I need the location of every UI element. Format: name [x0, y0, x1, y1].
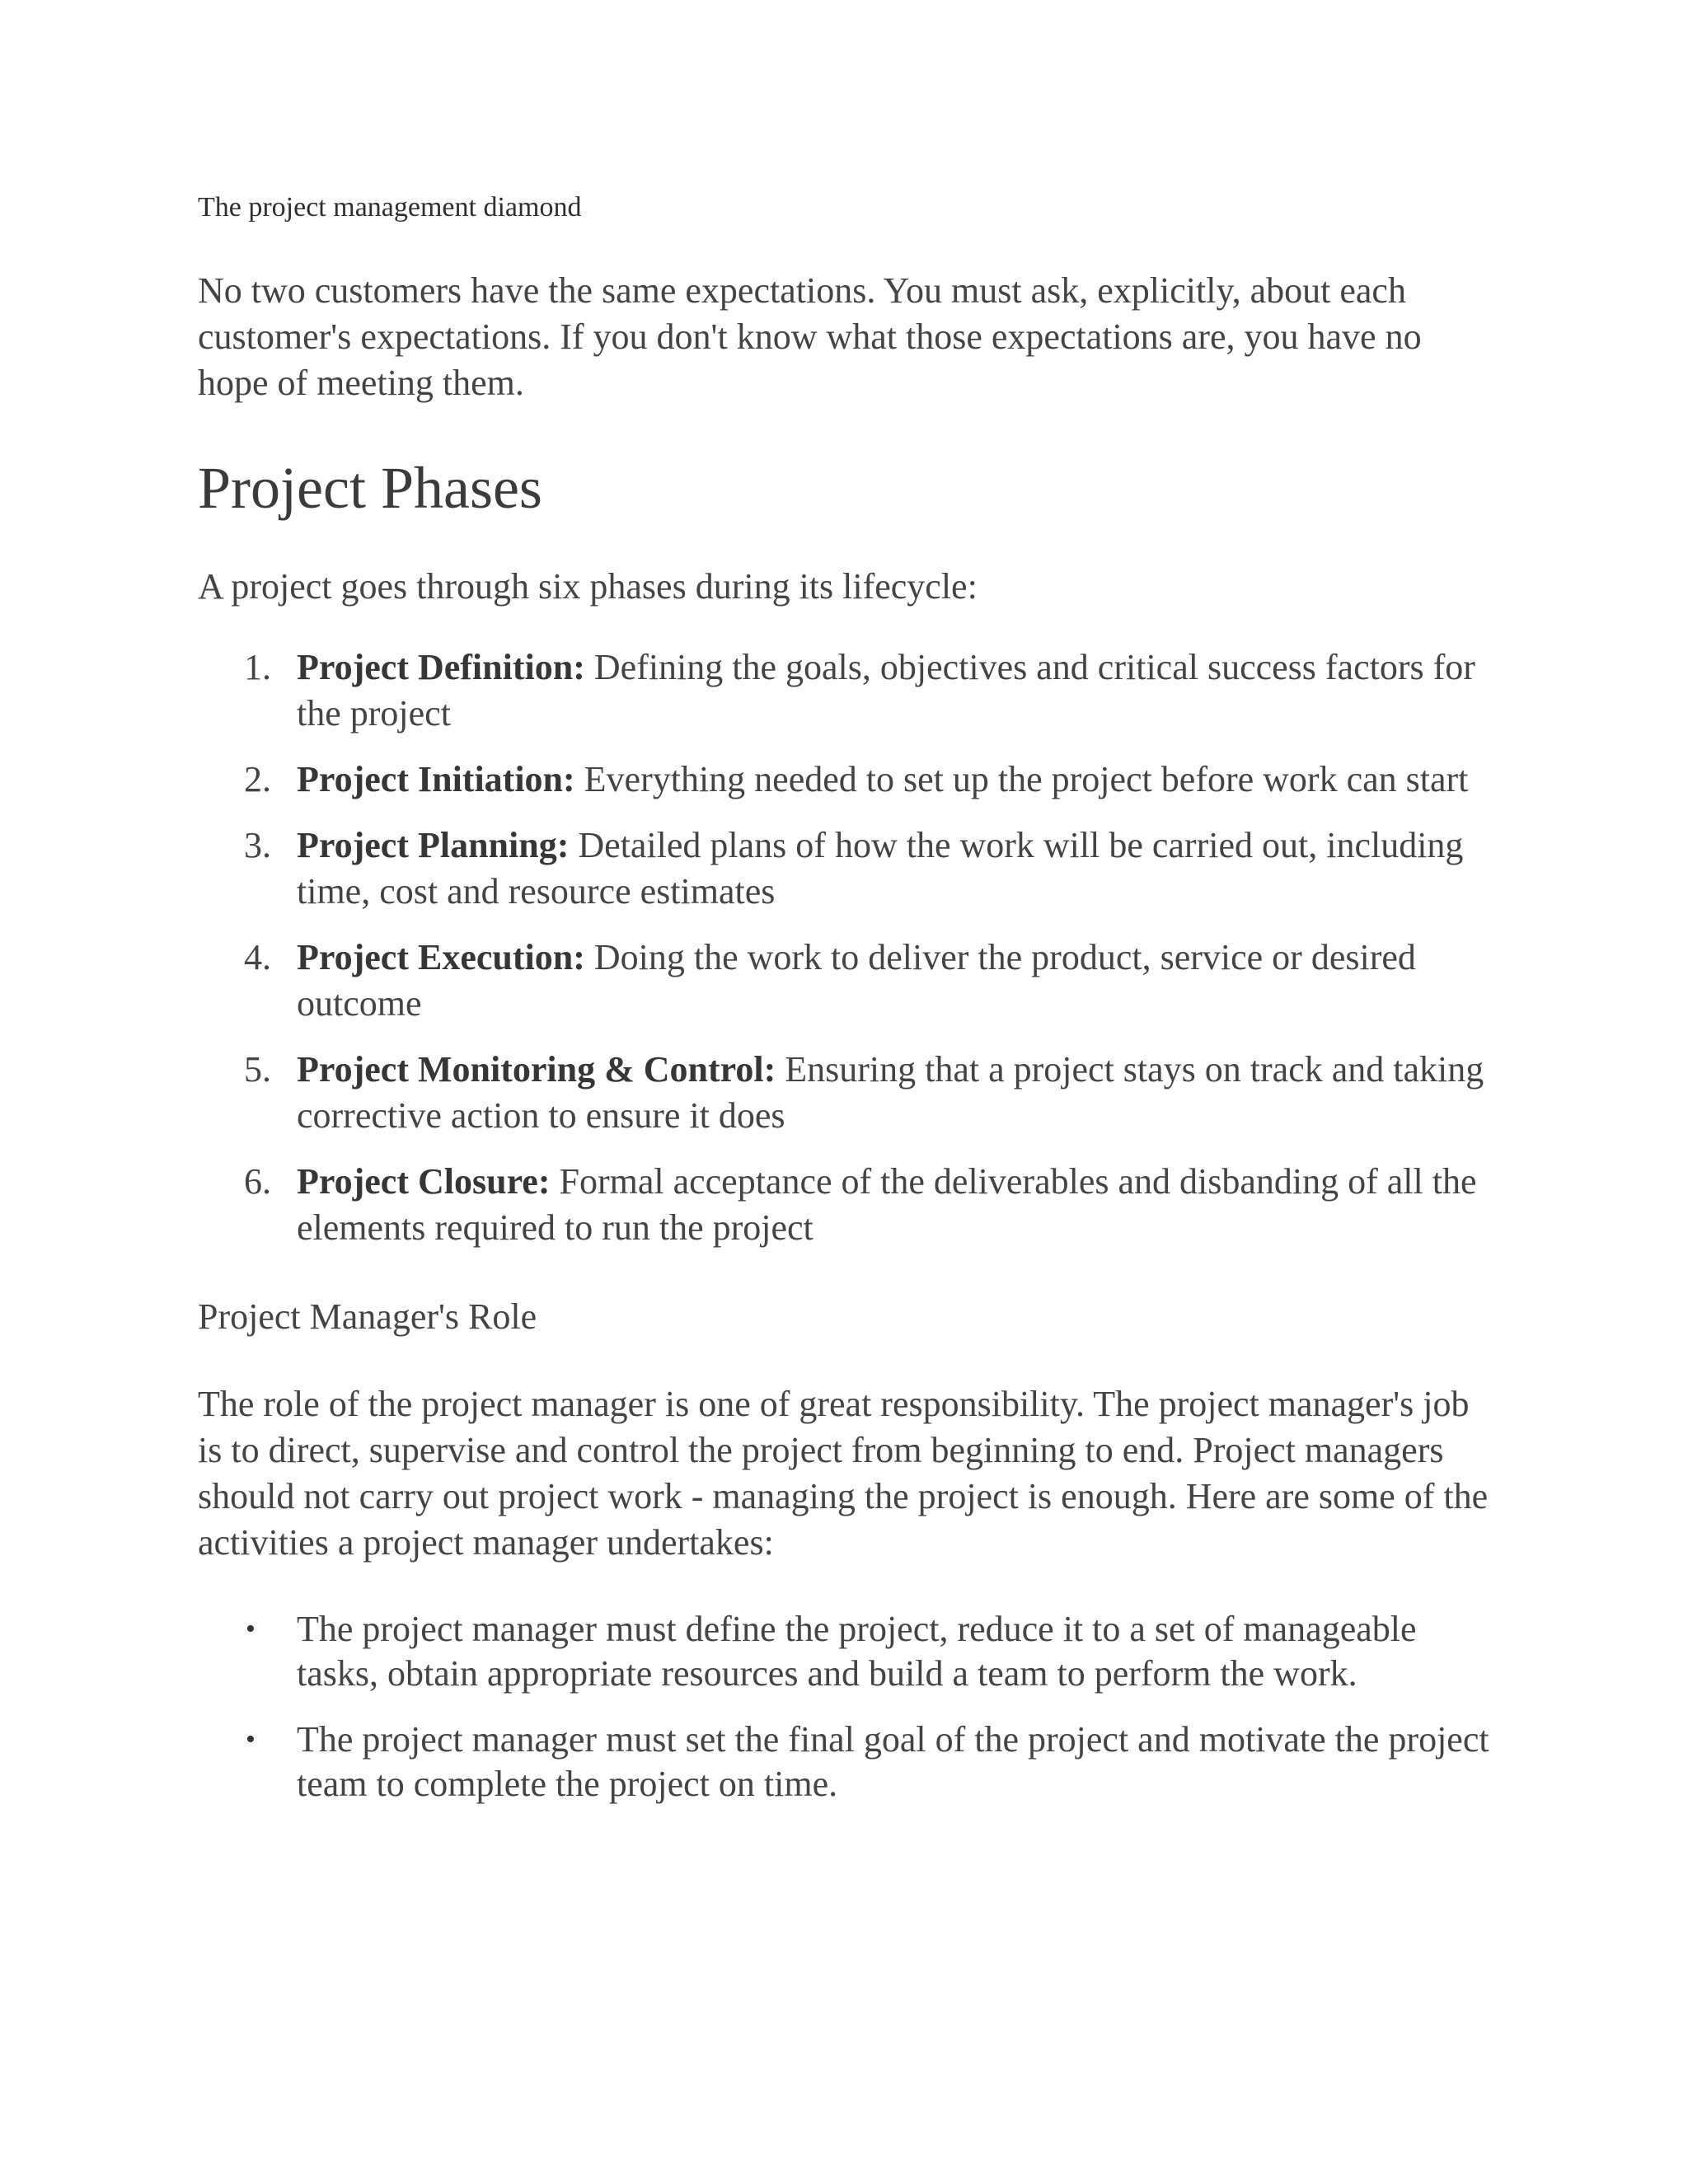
phase-number: 4. [244, 936, 271, 977]
phase-item [198, 644, 1500, 737]
phase-description: Formal acceptance of the deliverables and disbanding of all the elements required to run the project [297, 1160, 1477, 1248]
section-heading-project-phases: Project Phases [198, 454, 542, 521]
phase-number: 1. [244, 646, 271, 687]
bullet-icon: • [246, 1723, 256, 1755]
phase-term: Project Monitoring & Control: [297, 1048, 776, 1090]
subheading-project-managers-role: Project Manager's Role [198, 1296, 537, 1337]
phase-number: 6. [244, 1160, 271, 1202]
activities-list [198, 1607, 1500, 1807]
phase-item [198, 935, 1500, 1027]
phase-term: Project Initiation: [297, 758, 575, 799]
phase-item [198, 1047, 1500, 1139]
phase-term: Project Planning: [297, 824, 570, 865]
activity-text: The project manager must set the final goal of the project and motivate the project team to complete the project on time. [297, 1718, 1489, 1804]
bullet-icon: • [246, 1613, 256, 1644]
phase-term: Project Definition: [297, 646, 585, 687]
phase-number: 2. [244, 758, 271, 799]
role-paragraph: The role of the project manager is one of great responsibility. The project manager's job is to direct, supervise and control the project from beginning to end. Project managers should not carry out project work - managing the project is enough. Here are some of the activities a project manager undertakes: [198, 1383, 1489, 1563]
phase-term: Project Execution: [297, 936, 585, 977]
activity-item [198, 1607, 1500, 1696]
phases-lead-paragraph: A project goes through six phases during its lifecycle: [198, 565, 978, 607]
phase-description: Doing the work to deliver the product, service or desired outcome [297, 936, 1416, 1024]
phase-term: Project Closure: [297, 1160, 551, 1202]
intro-paragraph: No two customers have the same expectations. You must ask, explicitly, about each customer's expectations. If you don't know what those expectations are, you have no hope of meeting them. [198, 269, 1422, 403]
document-content [198, 191, 1500, 1828]
document-small-title: The project management diamond [198, 192, 582, 223]
phase-number: 5. [244, 1048, 271, 1090]
activity-text: The project manager must define the project, reduce it to a set of manageable tasks, obtain appropriate resources and build a team to perform the work. [297, 1608, 1417, 1694]
phases-list [198, 644, 1500, 1251]
phase-description: Detailed plans of how the work will be carried out, including time, cost and resource estimates [297, 824, 1464, 912]
phase-item [198, 757, 1500, 803]
phase-item [198, 1159, 1500, 1251]
phase-description: Everything needed to set up the project before work can start [574, 758, 1469, 799]
phase-description: Ensuring that a project stays on track and taking corrective action to ensure it does [297, 1048, 1484, 1136]
phase-description: Defining the goals, objectives and critical success factors for the project [297, 646, 1475, 733]
phase-item [198, 823, 1500, 915]
activity-item [198, 1718, 1500, 1807]
phase-number: 3. [244, 824, 271, 865]
